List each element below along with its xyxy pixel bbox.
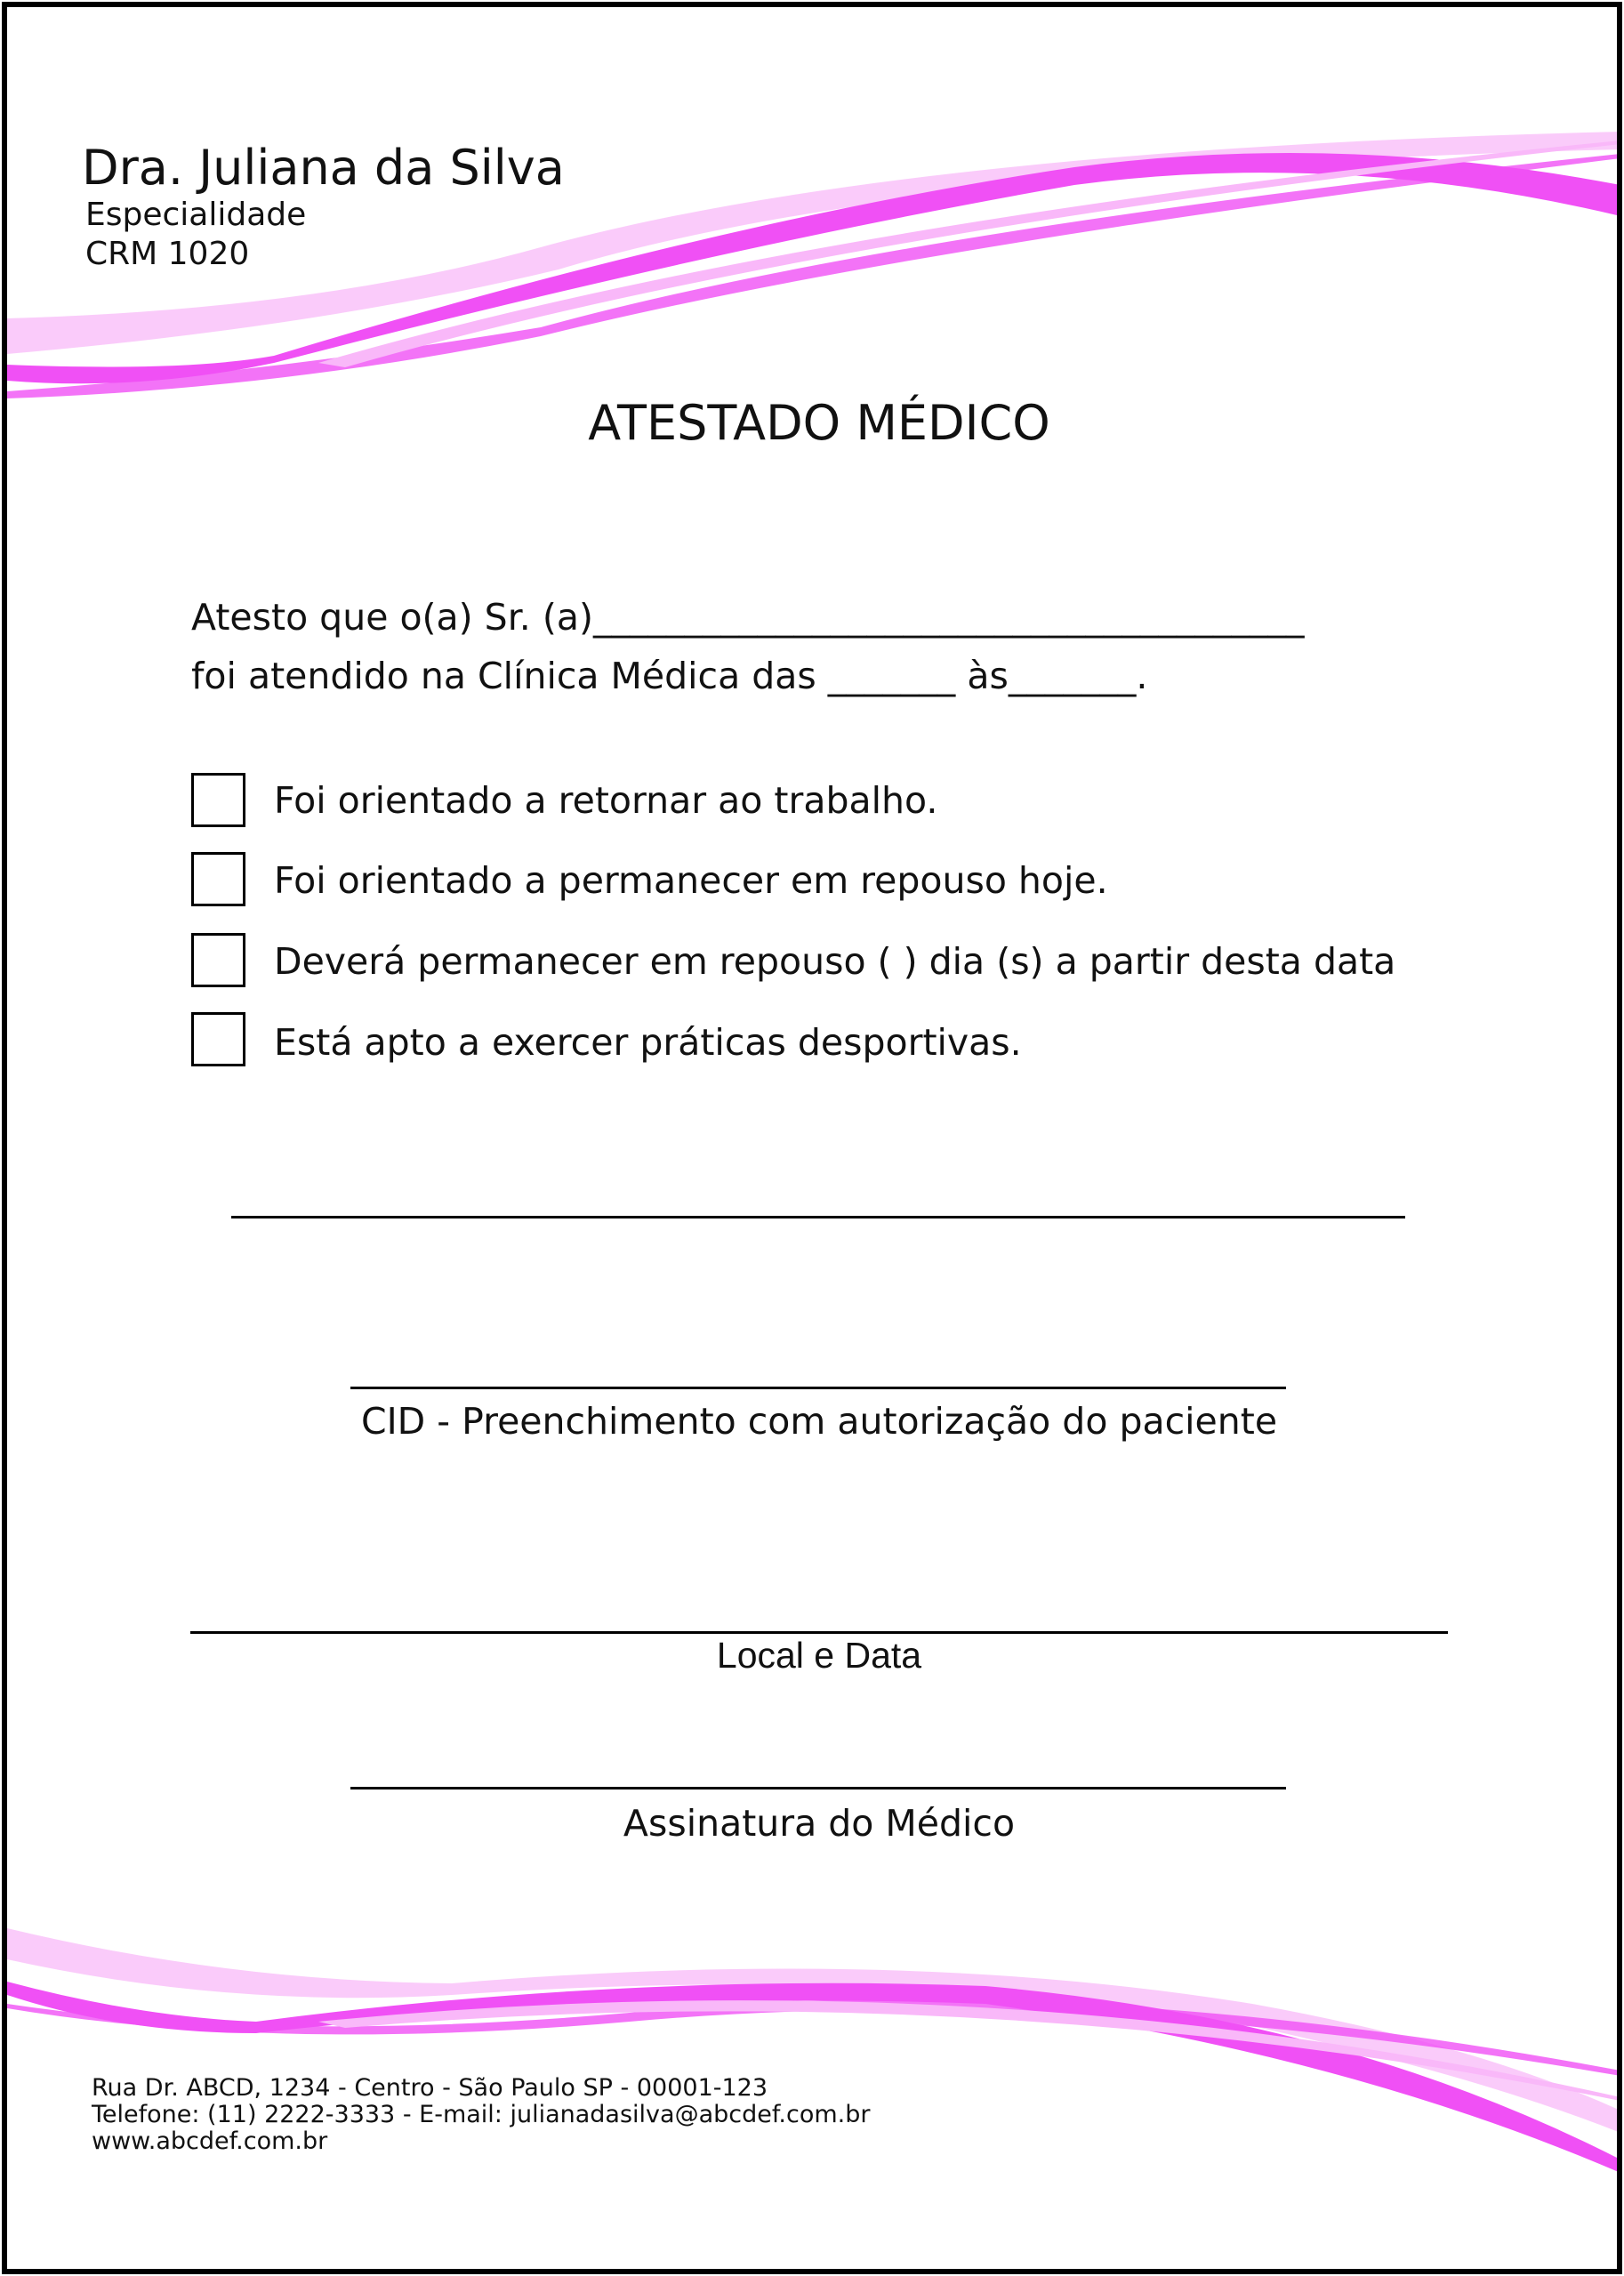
option-checkbox-return-work[interactable] — [191, 773, 245, 827]
free-text-line[interactable] — [231, 1216, 1405, 1218]
doctor-crm: CRM 1020 — [85, 236, 250, 272]
signature-field-line[interactable] — [350, 1787, 1286, 1789]
cid-label: CID - Preenchimento com autorização do paciente — [360, 1400, 1278, 1443]
footer-website: www.abcdef.com.br — [92, 2127, 328, 2155]
option-label-return-work: Foi orientado a retornar ao trabalho. — [274, 779, 938, 822]
option-label-rest-days: Deverá permanecer em repouso ( ) dia (s) a partir desta data — [274, 940, 1396, 983]
document-title: ATESTADO MÉDICO — [588, 395, 1050, 451]
local-date-label: Local e Data — [716, 1635, 922, 1676]
footer-phone-email: Telefone: (11) 2222-3333 - E-mail: julianadasilva@abcdef.com.br — [92, 2101, 871, 2128]
document-page — [2, 2, 1622, 2274]
patient-name-line: Atesto que o(a) Sr. (a)_______________________________________ — [191, 596, 1305, 639]
cid-field-line[interactable] — [350, 1387, 1286, 1389]
footer-address: Rua Dr. ABCD, 1234 - Centro - São Paulo SP - 00001-123 — [92, 2074, 768, 2102]
option-checkbox-sports-fit[interactable] — [191, 1012, 245, 1066]
option-checkbox-rest-days[interactable] — [191, 933, 245, 987]
attendance-time-line: foi atendido na Clínica Médica das _______ às_______. — [191, 655, 1148, 697]
option-label-rest-today: Foi orientado a permanecer em repouso hoje. — [274, 859, 1108, 902]
signature-label: Assinatura do Médico — [623, 1802, 1016, 1845]
doctor-specialty: Especialidade — [85, 197, 307, 233]
option-checkbox-rest-today[interactable] — [191, 852, 245, 906]
doctor-name: Dra. Juliana da Silva — [82, 140, 565, 196]
option-label-sports-fit: Está apto a exercer práticas desportivas. — [274, 1021, 1022, 1064]
